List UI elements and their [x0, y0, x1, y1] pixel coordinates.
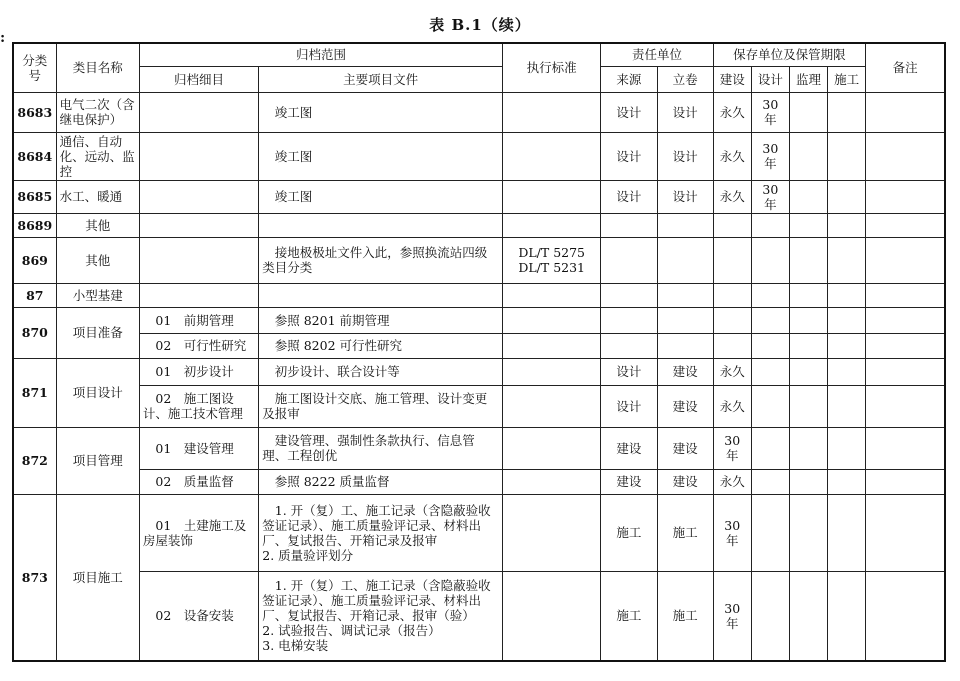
row-keep-supervise: [789, 132, 827, 180]
row-name: 水工、暖通: [56, 180, 139, 213]
row-source: 设计: [601, 132, 657, 180]
header-keep: 保存单位及保管期限: [713, 43, 865, 66]
header-code: 分类号: [13, 43, 56, 92]
row-files: 建设管理、强制性条款执行、信息管理、工程创优: [259, 427, 503, 469]
row-file: 施工: [657, 571, 713, 661]
header-resp-file: 立卷: [657, 66, 713, 92]
row-name: 通信、自动化、远动、监控: [56, 132, 139, 180]
row-name: 其他: [56, 213, 139, 237]
row-keep-build: 30 年: [713, 494, 751, 571]
row-keep-build: 30 年: [713, 571, 751, 661]
row-keep-supervise: [789, 180, 827, 213]
row-source: 施工: [601, 494, 657, 571]
row-keep-design: 30 年: [751, 180, 789, 213]
header-scope: 归档范围: [139, 43, 502, 66]
header-resp: 责任单位: [601, 43, 713, 66]
row-keep-construct: [828, 132, 866, 180]
row-code: 8683: [13, 92, 56, 132]
row-detail: 02 可行性研究: [139, 333, 258, 358]
row-file: 设计: [657, 132, 713, 180]
row-files: 1. 开（复）工、施工记录（含隐蔽验收签证记录）、施工质量验评记录、材料出厂、复试报告、开箱记录及报审 2. 质量验评划分: [259, 494, 503, 571]
row-standard: DL/T 5275 DL/T 5231: [503, 237, 601, 283]
row-name: 项目施工: [56, 494, 139, 661]
row-keep-design: 30 年: [751, 132, 789, 180]
row-keep-design: 30 年: [751, 92, 789, 132]
table-row: [13, 427, 945, 469]
row-source: 设计: [601, 180, 657, 213]
row-name: 电气二次（含继电保护）: [56, 92, 139, 132]
row-keep-build: 永久: [713, 385, 751, 427]
row-remark: [866, 180, 945, 213]
row-keep-build: 永久: [713, 180, 751, 213]
header-scope-detail: 归档细目: [139, 66, 258, 92]
row-files: 1. 开（复）工、施工记录（含隐蔽验收签证记录）、施工质量验评记录、材料出厂、复试报告、开箱记录、报审（验） 2. 试验报告、调试记录（报告） 3. 电梯安装: [259, 571, 503, 661]
row-name: 项目设计: [56, 358, 139, 427]
row-detail: [139, 132, 258, 180]
row-detail: [139, 180, 258, 213]
row-files: 参照 8222 质量监督: [259, 469, 503, 494]
header-keep-construct: 施工: [828, 66, 866, 92]
header-name: 类目名称: [56, 43, 139, 92]
row-files: 竣工图: [259, 180, 503, 213]
row-standard: [503, 92, 601, 132]
row-detail: [139, 92, 258, 132]
table-row: [13, 283, 945, 307]
row-file: 建设: [657, 469, 713, 494]
row-code: 873: [13, 494, 56, 661]
row-file: 设计: [657, 92, 713, 132]
row-remark: [866, 92, 945, 132]
row-source: 设计: [601, 385, 657, 427]
row-standard: [503, 132, 601, 180]
row-detail: 01 建设管理: [139, 427, 258, 469]
row-source: 设计: [601, 92, 657, 132]
table-row: [13, 237, 945, 283]
row-detail: 01 土建施工及房屋装饰: [139, 494, 258, 571]
row-files: 接地极极址文件入此，参照换流站四级类目分类: [259, 237, 503, 283]
row-detail: 02 设备安装: [139, 571, 258, 661]
row-code: 871: [13, 358, 56, 427]
row-source: 设计: [601, 358, 657, 385]
row-files: 竣工图: [259, 132, 503, 180]
table-row: [13, 333, 945, 358]
table-row: [13, 132, 945, 180]
row-remark: [866, 132, 945, 180]
row-files: 参照 8201 前期管理: [259, 307, 503, 333]
table-row: [13, 180, 945, 213]
row-keep-build: 永久: [713, 358, 751, 385]
row-keep-build: 30 年: [713, 427, 751, 469]
row-code: 8689: [13, 213, 56, 237]
header-remark: 备注: [866, 43, 945, 92]
row-file: 建设: [657, 427, 713, 469]
row-code: 869: [13, 237, 56, 283]
table-row: [13, 213, 945, 237]
row-source: 施工: [601, 571, 657, 661]
row-code: 8685: [13, 180, 56, 213]
row-file: 建设: [657, 385, 713, 427]
row-file: 建设: [657, 358, 713, 385]
row-files: 参照 8202 可行性研究: [259, 333, 503, 358]
row-keep-construct: [828, 92, 866, 132]
table-row: [13, 494, 945, 571]
row-files: 竣工图: [259, 92, 503, 132]
row-files: 初步设计、联合设计等: [259, 358, 503, 385]
header-standard: 执行标准: [503, 43, 601, 92]
row-keep-construct: [828, 180, 866, 213]
table-row: [13, 92, 945, 132]
header-keep-design: 设计: [751, 66, 789, 92]
table-row: [13, 385, 945, 427]
row-name: 项目准备: [56, 307, 139, 358]
table-row: [13, 469, 945, 494]
edge-mark: :: [0, 30, 6, 46]
row-detail: 02 质量监督: [139, 469, 258, 494]
row-keep-supervise: [789, 92, 827, 132]
row-name: 其他: [56, 237, 139, 283]
row-detail: 02 施工图设计、施工技术管理: [139, 385, 258, 427]
row-file: 施工: [657, 494, 713, 571]
row-name: 小型基建: [56, 283, 139, 307]
header-resp-source: 来源: [601, 66, 657, 92]
row-name: 项目管理: [56, 427, 139, 494]
row-detail: 01 前期管理: [139, 307, 258, 333]
header-scope-files: 主要项目文件: [259, 66, 503, 92]
row-keep-build: 永久: [713, 132, 751, 180]
row-file: 设计: [657, 180, 713, 213]
archive-table: [12, 42, 946, 662]
table-title: 表 B.1（续）: [429, 16, 531, 34]
row-code: 870: [13, 307, 56, 358]
row-code: 87: [13, 283, 56, 307]
row-code: 8684: [13, 132, 56, 180]
table-row: [13, 307, 945, 333]
row-detail: [139, 237, 258, 283]
row-files: 施工图设计交底、施工管理、设计变更及报审: [259, 385, 503, 427]
header-keep-supervise: 监理: [789, 66, 827, 92]
table-row: [13, 358, 945, 385]
row-source: 建设: [601, 469, 657, 494]
header-keep-build: 建设: [713, 66, 751, 92]
row-source: 建设: [601, 427, 657, 469]
table-row: [13, 571, 945, 661]
row-keep-build: 永久: [713, 92, 751, 132]
row-keep-build: 永久: [713, 469, 751, 494]
row-standard: [503, 180, 601, 213]
row-code: 872: [13, 427, 56, 494]
row-detail: 01 初步设计: [139, 358, 258, 385]
